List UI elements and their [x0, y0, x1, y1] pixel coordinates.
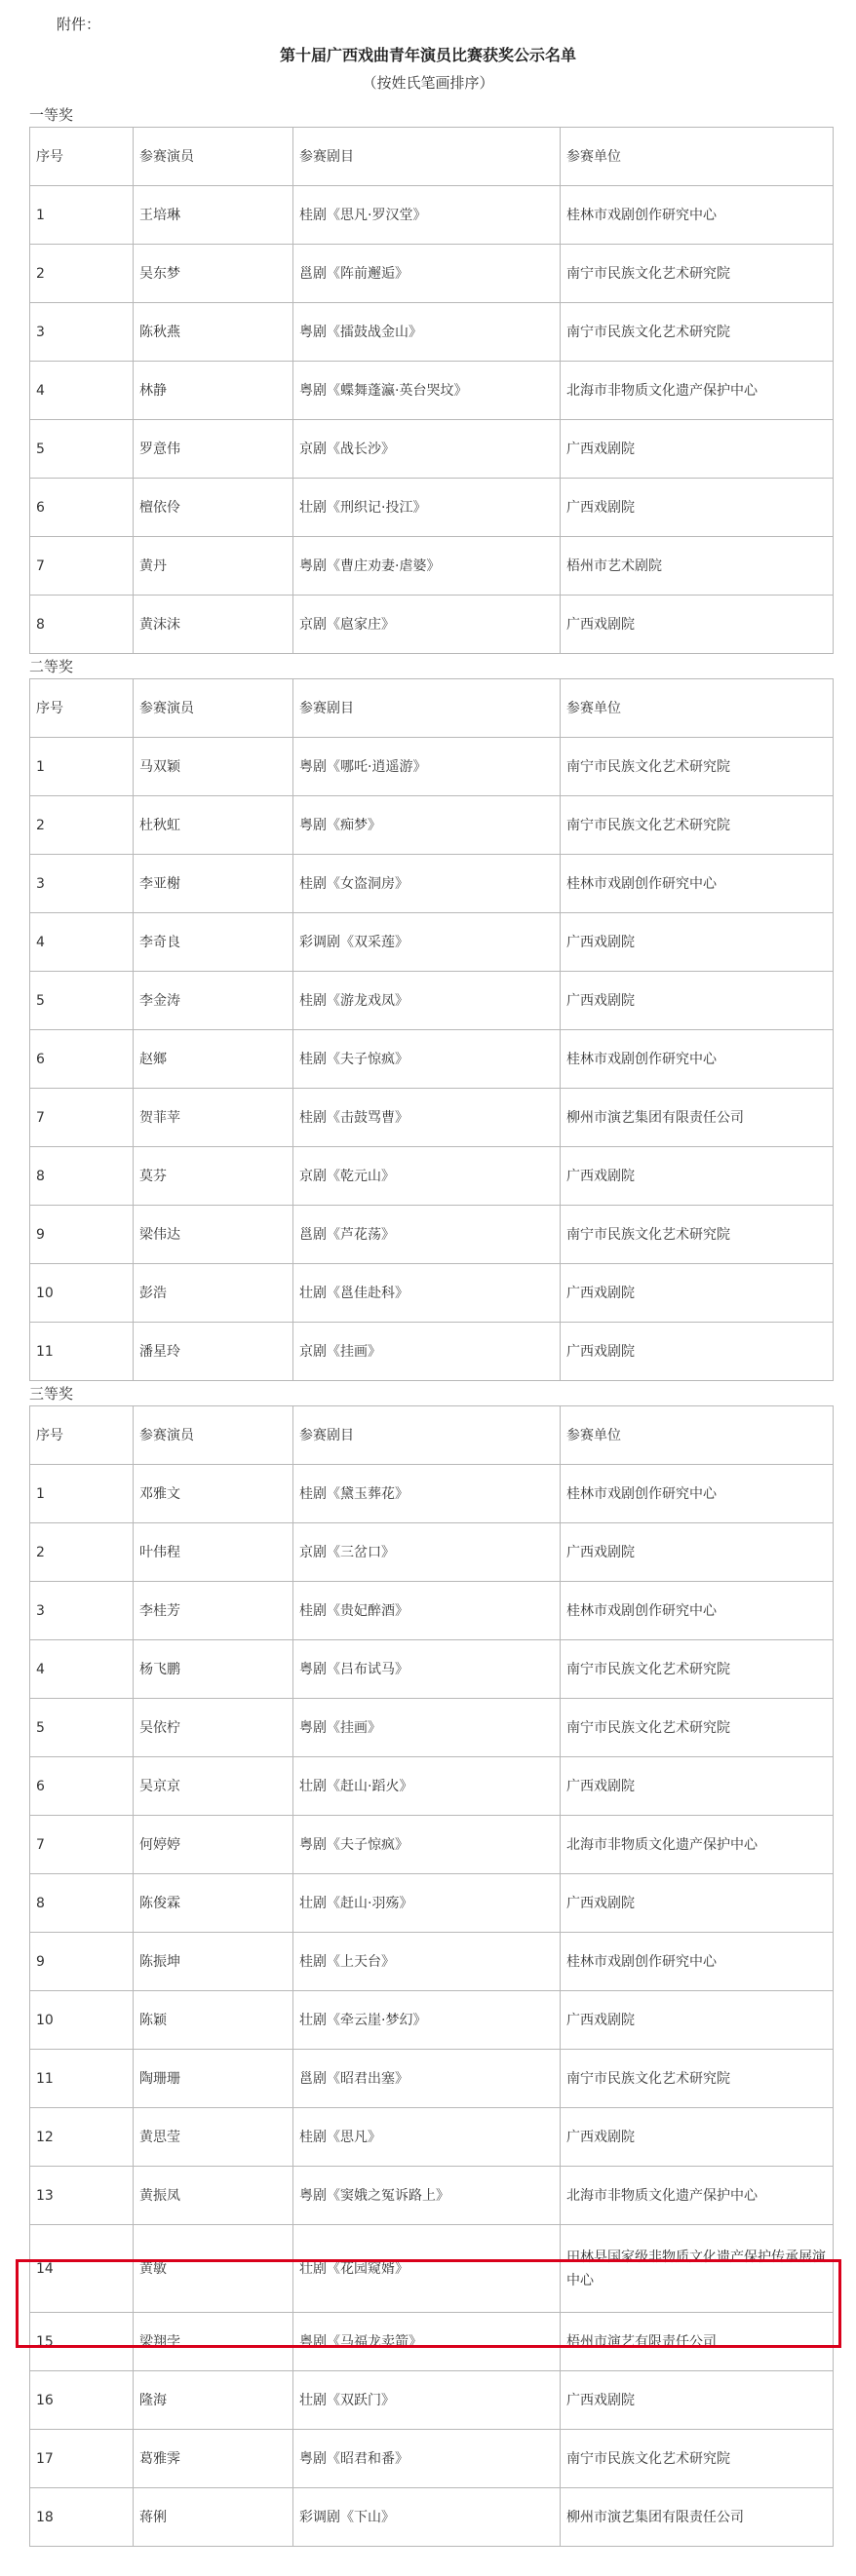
cell-performer: 彭浩 — [134, 1264, 293, 1323]
cell-number: 13 — [30, 2167, 134, 2225]
table-row — [30, 420, 834, 479]
table-row — [30, 2108, 834, 2167]
cell-unit: 南宁市民族文化艺术研究院 — [561, 245, 834, 303]
column-header-no: 序号 — [30, 679, 134, 738]
cell-performer: 李桂芳 — [134, 1582, 293, 1640]
table-row — [30, 1991, 834, 2050]
cell-play: 粤剧《挂画》 — [293, 1699, 561, 1757]
table-row — [30, 796, 834, 855]
table-row — [30, 537, 834, 596]
column-header-play: 参赛剧目 — [293, 128, 561, 186]
cell-performer: 李奇良 — [134, 913, 293, 972]
table-row — [30, 972, 834, 1030]
cell-number: 2 — [30, 1523, 134, 1582]
cell-number: 15 — [30, 2313, 134, 2371]
table-row — [30, 2050, 834, 2108]
cell-performer: 王培琳 — [134, 186, 293, 245]
cell-performer: 叶伟程 — [134, 1523, 293, 1582]
table-header-row — [30, 1406, 834, 1465]
table-row — [30, 855, 834, 913]
table-row — [30, 362, 834, 420]
cell-unit: 桂林市戏剧创作研究中心 — [561, 855, 834, 913]
cell-unit: 广西戏剧院 — [561, 479, 834, 537]
cell-play: 京剧《战长沙》 — [293, 420, 561, 479]
cell-play: 京剧《挂画》 — [293, 1323, 561, 1381]
table-row — [30, 186, 834, 245]
cell-performer: 檀依伶 — [134, 479, 293, 537]
cell-performer: 蒋俐 — [134, 2488, 293, 2547]
cell-performer: 马双颖 — [134, 738, 293, 796]
cell-unit: 北海市非物质文化遗产保护中心 — [561, 2167, 834, 2225]
cell-unit: 南宁市民族文化艺术研究院 — [561, 1206, 834, 1264]
cell-number: 4 — [30, 1640, 134, 1699]
cell-number: 1 — [30, 1465, 134, 1523]
cell-performer: 邓雅文 — [134, 1465, 293, 1523]
cell-number: 16 — [30, 2371, 134, 2430]
cell-number: 4 — [30, 913, 134, 972]
award-table — [29, 1405, 834, 2547]
column-header-no: 序号 — [30, 1406, 134, 1465]
section-heading: 一等奖 — [29, 106, 74, 124]
cell-number: 5 — [30, 1699, 134, 1757]
cell-unit: 广西戏剧院 — [561, 1523, 834, 1582]
cell-number: 6 — [30, 479, 134, 537]
table-row — [30, 1147, 834, 1206]
column-header-performer: 参赛演员 — [134, 128, 293, 186]
table-row — [30, 2313, 834, 2371]
cell-number: 4 — [30, 362, 134, 420]
cell-performer: 梁伟达 — [134, 1206, 293, 1264]
cell-play: 桂剧《女盗洞房》 — [293, 855, 561, 913]
cell-number: 9 — [30, 1206, 134, 1264]
cell-unit: 广西戏剧院 — [561, 1323, 834, 1381]
cell-performer: 吴东梦 — [134, 245, 293, 303]
cell-performer: 梁翔孛 — [134, 2313, 293, 2371]
table-row — [30, 1030, 834, 1089]
table-header-row — [30, 679, 834, 738]
cell-play: 桂剧《思凡·罗汉堂》 — [293, 186, 561, 245]
cell-play: 桂剧《击鼓骂曹》 — [293, 1089, 561, 1147]
cell-play: 粤剧《马福龙卖箭》 — [293, 2313, 561, 2371]
cell-unit: 南宁市民族文化艺术研究院 — [561, 796, 834, 855]
cell-unit: 广西戏剧院 — [561, 420, 834, 479]
cell-number: 11 — [30, 1323, 134, 1381]
cell-number: 3 — [30, 855, 134, 913]
cell-play: 粤剧《痴梦》 — [293, 796, 561, 855]
cell-performer: 黄丹 — [134, 537, 293, 596]
document-title: 第十届广西戏曲青年演员比赛获奖公示名单 — [279, 46, 576, 64]
table-row — [30, 1874, 834, 1933]
cell-unit: 桂林市戏剧创作研究中心 — [561, 1933, 834, 1991]
cell-number: 8 — [30, 596, 134, 654]
cell-play: 桂剧《上天台》 — [293, 1933, 561, 1991]
cell-number: 10 — [30, 1264, 134, 1323]
cell-play: 京剧《乾元山》 — [293, 1147, 561, 1206]
column-header-performer: 参赛演员 — [134, 1406, 293, 1465]
table-row — [30, 479, 834, 537]
cell-unit: 桂林市戏剧创作研究中心 — [561, 1465, 834, 1523]
table-row — [30, 1757, 834, 1816]
cell-number: 8 — [30, 1147, 134, 1206]
table-row — [30, 1323, 834, 1381]
cell-number: 11 — [30, 2050, 134, 2108]
table-row — [30, 1582, 834, 1640]
cell-unit: 南宁市民族文化艺术研究院 — [561, 738, 834, 796]
attachment-label: 附件： — [57, 16, 101, 33]
cell-unit: 桂林市戏剧创作研究中心 — [561, 186, 834, 245]
cell-performer: 陈秋燕 — [134, 303, 293, 362]
cell-performer: 吴依柠 — [134, 1699, 293, 1757]
table-row — [30, 303, 834, 362]
cell-unit: 南宁市民族文化艺术研究院 — [561, 1699, 834, 1757]
table-row — [30, 1465, 834, 1523]
section-heading: 三等奖 — [29, 1385, 74, 1403]
cell-unit: 广西戏剧院 — [561, 1264, 834, 1323]
cell-unit: 梧州市演艺有限责任公司 — [561, 2313, 834, 2371]
cell-play: 粤剧《夫子惊疯》 — [293, 1816, 561, 1874]
table-row — [30, 2488, 834, 2547]
cell-play: 桂剧《黛玉葬花》 — [293, 1465, 561, 1523]
cell-unit: 柳州市演艺集团有限责任公司 — [561, 2488, 834, 2547]
cell-number: 12 — [30, 2108, 134, 2167]
table-row — [30, 1264, 834, 1323]
table-row — [30, 1640, 834, 1699]
cell-play: 邕剧《阵前邂逅》 — [293, 245, 561, 303]
cell-number: 14 — [30, 2225, 134, 2313]
cell-play: 粤剧《曹庄劝妻·虐婆》 — [293, 537, 561, 596]
cell-performer: 何婷婷 — [134, 1816, 293, 1874]
column-header-play: 参赛剧目 — [293, 1406, 561, 1465]
cell-play: 壮剧《花园窥婿》 — [293, 2225, 561, 2313]
document-subtitle: （按姓氏笔画排序） — [362, 74, 494, 92]
cell-performer: 黄敏 — [134, 2225, 293, 2313]
cell-play: 邕剧《昭君出塞》 — [293, 2050, 561, 2108]
column-header-play: 参赛剧目 — [293, 679, 561, 738]
cell-number: 7 — [30, 1089, 134, 1147]
cell-unit: 桂林市戏剧创作研究中心 — [561, 1030, 834, 1089]
cell-performer: 陶珊珊 — [134, 2050, 293, 2108]
cell-unit: 广西戏剧院 — [561, 2371, 834, 2430]
cell-play: 粤剧《窦娥之冤诉路上》 — [293, 2167, 561, 2225]
cell-play: 壮剧《赶山·蹈火》 — [293, 1757, 561, 1816]
cell-performer: 陈俊霖 — [134, 1874, 293, 1933]
cell-play: 壮剧《双跃门》 — [293, 2371, 561, 2430]
cell-play: 粤剧《哪吒·逍遥游》 — [293, 738, 561, 796]
cell-number: 1 — [30, 186, 134, 245]
table-row — [30, 596, 834, 654]
table-row — [30, 1206, 834, 1264]
cell-performer: 罗意伟 — [134, 420, 293, 479]
cell-number: 17 — [30, 2430, 134, 2488]
cell-unit: 广西戏剧院 — [561, 2108, 834, 2167]
cell-performer: 赵鄉 — [134, 1030, 293, 1089]
column-header-performer: 参赛演员 — [134, 679, 293, 738]
cell-unit: 广西戏剧院 — [561, 1757, 834, 1816]
cell-unit: 柳州市演艺集团有限责任公司 — [561, 1089, 834, 1147]
cell-number: 5 — [30, 420, 134, 479]
cell-performer: 贺菲苹 — [134, 1089, 293, 1147]
cell-number: 5 — [30, 972, 134, 1030]
cell-performer: 潘星玲 — [134, 1323, 293, 1381]
table-row — [30, 1089, 834, 1147]
cell-performer: 莫芬 — [134, 1147, 293, 1206]
section-heading: 二等奖 — [29, 658, 74, 675]
cell-unit: 广西戏剧院 — [561, 913, 834, 972]
table-header-row — [30, 128, 834, 186]
cell-number: 3 — [30, 1582, 134, 1640]
table-row — [30, 2371, 834, 2430]
column-header-no: 序号 — [30, 128, 134, 186]
cell-performer: 杜秋虹 — [134, 796, 293, 855]
table-row — [30, 2430, 834, 2488]
cell-play: 桂剧《游龙戏凤》 — [293, 972, 561, 1030]
cell-number: 9 — [30, 1933, 134, 1991]
column-header-unit: 参赛单位 — [561, 128, 834, 186]
cell-performer: 黄沫沫 — [134, 596, 293, 654]
cell-number: 7 — [30, 1816, 134, 1874]
table-row — [30, 1523, 834, 1582]
cell-play: 京剧《扈家庄》 — [293, 596, 561, 654]
table-row — [30, 1816, 834, 1874]
table-row — [30, 2225, 834, 2313]
table-row — [30, 2167, 834, 2225]
cell-unit: 北海市非物质文化遗产保护中心 — [561, 362, 834, 420]
cell-number: 2 — [30, 796, 134, 855]
cell-number: 6 — [30, 1030, 134, 1089]
cell-play: 壮剧《牵云崖·梦幻》 — [293, 1991, 561, 2050]
cell-play: 壮剧《邕佳赴科》 — [293, 1264, 561, 1323]
cell-play: 粤剧《擂鼓战金山》 — [293, 303, 561, 362]
cell-performer: 黄振凤 — [134, 2167, 293, 2225]
cell-performer: 葛雅霁 — [134, 2430, 293, 2488]
cell-performer: 吴京京 — [134, 1757, 293, 1816]
cell-performer: 陈颖 — [134, 1991, 293, 2050]
cell-number: 10 — [30, 1991, 134, 2050]
cell-number: 1 — [30, 738, 134, 796]
cell-number: 18 — [30, 2488, 134, 2547]
cell-performer: 李亚榭 — [134, 855, 293, 913]
cell-play: 桂剧《夫子惊疯》 — [293, 1030, 561, 1089]
cell-performer: 黄思莹 — [134, 2108, 293, 2167]
cell-unit: 桂林市戏剧创作研究中心 — [561, 1582, 834, 1640]
cell-unit: 广西戏剧院 — [561, 1874, 834, 1933]
cell-number: 8 — [30, 1874, 134, 1933]
cell-performer: 李金涛 — [134, 972, 293, 1030]
cell-performer: 隆海 — [134, 2371, 293, 2430]
cell-unit: 广西戏剧院 — [561, 596, 834, 654]
cell-number: 3 — [30, 303, 134, 362]
cell-play: 彩调剧《下山》 — [293, 2488, 561, 2547]
cell-unit: 梧州市艺术剧院 — [561, 537, 834, 596]
cell-unit: 广西戏剧院 — [561, 972, 834, 1030]
award-table — [29, 127, 834, 654]
cell-unit: 广西戏剧院 — [561, 1147, 834, 1206]
cell-performer: 杨飞鹏 — [134, 1640, 293, 1699]
cell-play: 粤剧《蝶舞蓬瀛·英台哭坟》 — [293, 362, 561, 420]
cell-play: 壮剧《赶山·羽殇》 — [293, 1874, 561, 1933]
table-row — [30, 1699, 834, 1757]
table-row — [30, 913, 834, 972]
table-row — [30, 738, 834, 796]
column-header-unit: 参赛单位 — [561, 679, 834, 738]
cell-unit: 南宁市民族文化艺术研究院 — [561, 2430, 834, 2488]
cell-play: 彩调剧《双采莲》 — [293, 913, 561, 972]
cell-performer: 林静 — [134, 362, 293, 420]
cell-play: 桂剧《思凡》 — [293, 2108, 561, 2167]
award-table — [29, 678, 834, 1381]
cell-unit: 南宁市民族文化艺术研究院 — [561, 1640, 834, 1699]
cell-play: 邕剧《芦花荡》 — [293, 1206, 561, 1264]
column-header-unit: 参赛单位 — [561, 1406, 834, 1465]
cell-number: 6 — [30, 1757, 134, 1816]
cell-number: 2 — [30, 245, 134, 303]
cell-unit: 广西戏剧院 — [561, 1991, 834, 2050]
cell-play: 京剧《三岔口》 — [293, 1523, 561, 1582]
cell-unit: 北海市非物质文化遗产保护中心 — [561, 1816, 834, 1874]
cell-number: 7 — [30, 537, 134, 596]
table-row — [30, 245, 834, 303]
cell-unit: 南宁市民族文化艺术研究院 — [561, 2050, 834, 2108]
cell-unit: 南宁市民族文化艺术研究院 — [561, 303, 834, 362]
table-row — [30, 1933, 834, 1991]
cell-play: 壮剧《刑织记·投江》 — [293, 479, 561, 537]
cell-performer: 陈振坤 — [134, 1933, 293, 1991]
cell-unit: 田林县国家级非物质文化遗产保护传承展演中心 — [561, 2225, 834, 2313]
cell-play: 粤剧《吕布试马》 — [293, 1640, 561, 1699]
cell-play: 桂剧《贵妃醉酒》 — [293, 1582, 561, 1640]
cell-play: 粤剧《昭君和番》 — [293, 2430, 561, 2488]
